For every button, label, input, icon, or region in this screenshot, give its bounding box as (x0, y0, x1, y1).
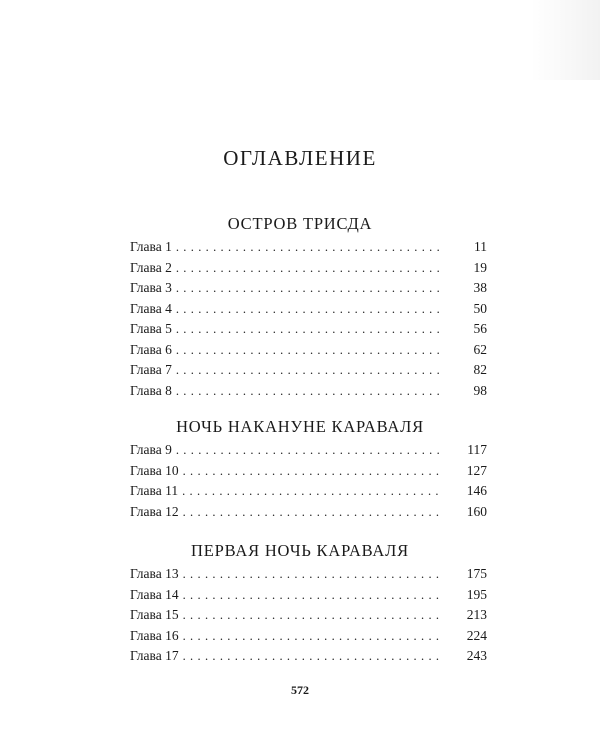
chapter-page-number: 98 (473, 382, 487, 398)
chapter-page-number: 50 (473, 300, 487, 316)
chapter-page-number: 11 (474, 239, 487, 254)
dot-leader (183, 608, 439, 623)
chapter-page-number: 213 (466, 607, 487, 622)
chapter-label: Глава 7 (130, 362, 172, 377)
toc-entry[interactable] (130, 628, 487, 649)
chapter-label: Глава 13 (130, 566, 179, 581)
chapter-list-section-2 (130, 442, 487, 524)
chapter-page-number: 62 (473, 341, 487, 357)
toc-entry[interactable] (130, 239, 487, 260)
chapter-page-number: 195 (466, 586, 487, 602)
chapter-label: Глава 14 (130, 586, 179, 602)
toc-entry[interactable] (130, 301, 487, 322)
section-heading-noch-nakanune: НОЧЬ НАКАНУНЕ КАРАВАЛЯ (176, 417, 424, 436)
dot-leader (176, 384, 439, 399)
chapter-page-number: 82 (473, 362, 487, 377)
dot-leader (183, 629, 439, 644)
chapter-label: Глава 17 (130, 648, 179, 663)
toc-entry[interactable] (130, 504, 487, 525)
toc-entry[interactable] (130, 607, 487, 628)
dot-leader (183, 588, 439, 603)
dot-leader (183, 464, 439, 479)
chapter-label: Глава 6 (130, 341, 172, 357)
dot-leader (176, 240, 439, 255)
dot-leader (182, 484, 439, 499)
chapter-page-number: 146 (466, 483, 487, 498)
chapter-page-number: 243 (466, 648, 487, 663)
toc-entry[interactable] (130, 362, 487, 383)
chapter-page-number: 56 (473, 321, 487, 336)
chapter-page-number: 38 (473, 280, 487, 295)
chapter-label: Глава 2 (130, 259, 172, 275)
chapter-label: Глава 10 (130, 462, 179, 478)
chapter-label: Глава 16 (130, 627, 179, 643)
chapter-page-number: 127 (466, 462, 487, 478)
toc-entry[interactable] (130, 280, 487, 301)
chapter-label: Глава 8 (130, 382, 172, 398)
toc-entry[interactable] (130, 463, 487, 484)
dot-leader (176, 281, 439, 296)
toc-entry[interactable] (130, 383, 487, 404)
toc-entry[interactable] (130, 587, 487, 608)
chapter-page-number: 175 (466, 566, 487, 581)
chapter-list-section-1 (130, 239, 487, 403)
toc-entry[interactable] (130, 321, 487, 342)
toc-entry[interactable] (130, 566, 487, 587)
dot-leader (176, 343, 439, 358)
toc-entry[interactable] (130, 442, 487, 463)
toc-entry[interactable] (130, 342, 487, 363)
page-title: ОГЛАВЛЕНИЕ (223, 146, 377, 170)
toc-entry[interactable] (130, 260, 487, 281)
chapter-label: Глава 15 (130, 607, 179, 622)
chapter-label: Глава 4 (130, 300, 172, 316)
chapter-page-number: 224 (466, 627, 487, 643)
dot-leader (183, 649, 439, 664)
dot-leader (176, 261, 439, 276)
chapter-label: Глава 1 (130, 239, 172, 254)
page-number: 572 (291, 683, 309, 697)
chapter-label: Глава 9 (130, 442, 172, 457)
chapter-label: Глава 5 (130, 321, 172, 336)
page-edge-shadow (530, 0, 600, 80)
chapter-label: Глава 12 (130, 503, 179, 519)
dot-leader (183, 505, 439, 520)
chapter-page-number: 160 (466, 503, 487, 519)
dot-leader (176, 322, 439, 337)
chapter-label: Глава 11 (130, 483, 179, 498)
toc-entry[interactable] (130, 648, 487, 669)
toc-entry[interactable] (130, 483, 487, 504)
dot-leader (176, 363, 439, 378)
chapter-label: Глава 3 (130, 280, 172, 295)
chapter-list-section-3 (130, 566, 487, 669)
dot-leader (176, 443, 439, 458)
chapter-page-number: 117 (467, 442, 487, 457)
chapter-page-number: 19 (473, 259, 487, 275)
section-heading-pervaya-noch: ПЕРВАЯ НОЧЬ КАРАВАЛЯ (191, 541, 409, 560)
dot-leader (176, 302, 439, 317)
section-heading-ostrov-trisda: ОСТРОВ ТРИСДА (227, 214, 373, 233)
dot-leader (183, 567, 439, 582)
